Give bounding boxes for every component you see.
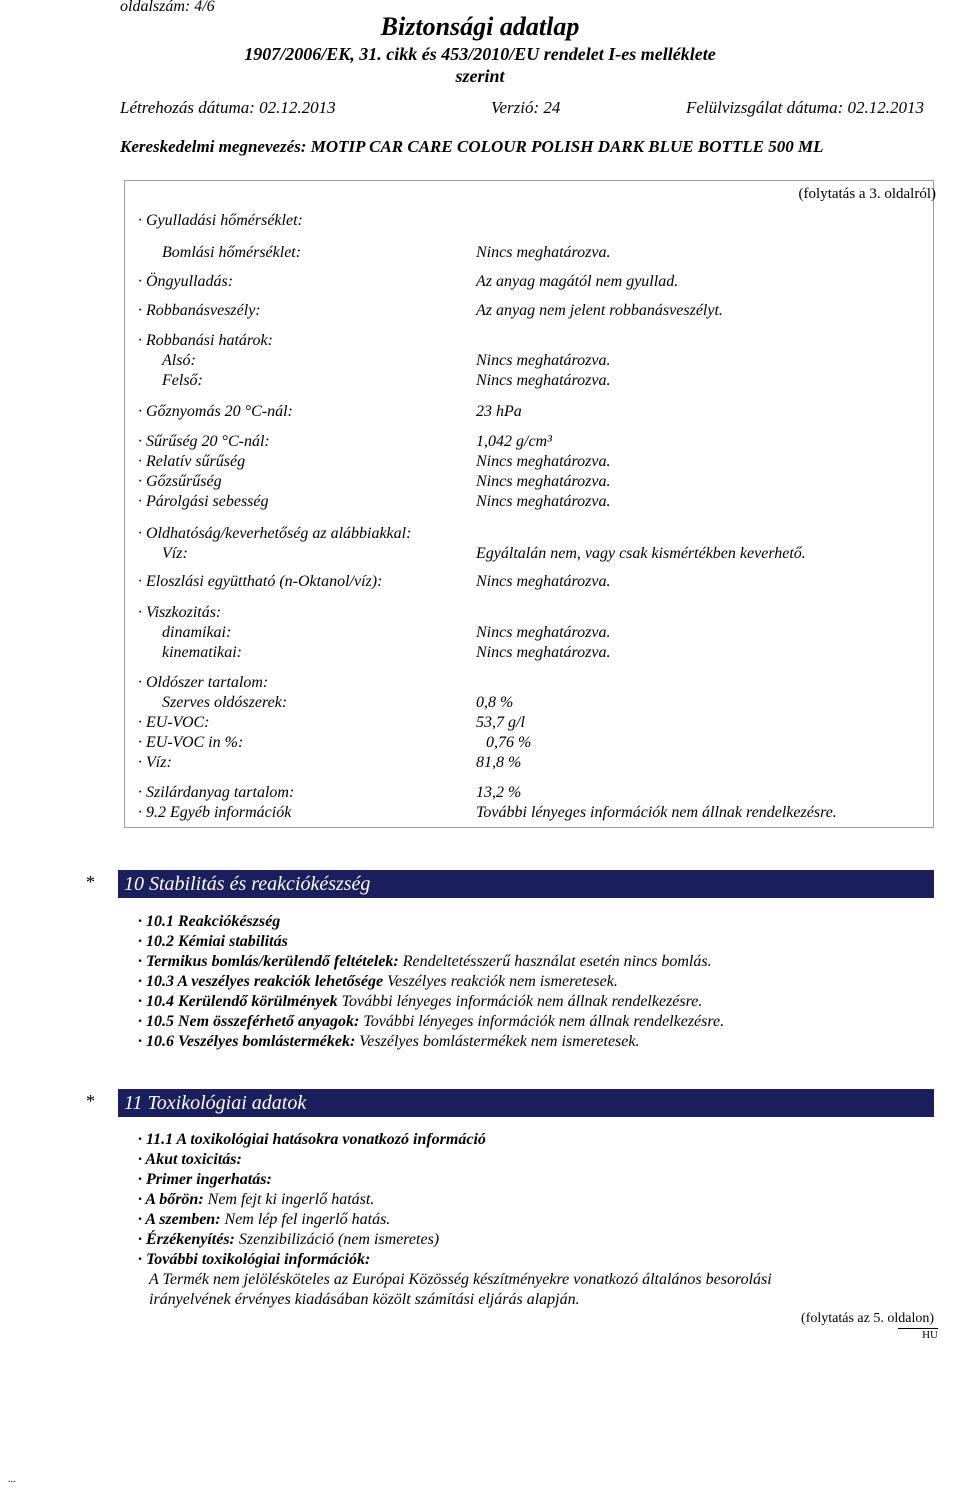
stability-line: · 10.2 Kémiai stabilitás (138, 933, 288, 950)
prop-row (138, 674, 928, 695)
partition-label: · Eloszlási együttható (n-Oktanol/víz): (138, 573, 383, 590)
lower-limit-value: Nincs meghatározva. (476, 352, 611, 369)
sensitisation-label: · Érzékenyítés: (138, 1231, 235, 1248)
reactivity-line: · 10.1 Reakciókészség (138, 913, 281, 930)
corner-mark: ... (8, 1474, 16, 1485)
avoid-value: További lényeges információk nem állnak rendelkezésre. (341, 993, 703, 1010)
prop-row (138, 372, 928, 393)
prop-row (138, 573, 928, 594)
eu-voc-pct-value: 0,76 % (486, 734, 532, 751)
kinematic-value: Nincs meghatározva. (476, 644, 611, 661)
section-11-heading: 11 Toxikológiai adatok (118, 1089, 934, 1117)
vapour-density-label: · Gőzsűrűség (138, 473, 222, 490)
version: Verzió: 24 (491, 98, 561, 117)
skin-line (138, 1191, 374, 1209)
vapour-density-value: Nincs meghatározva. (476, 473, 611, 490)
vapour-pressure-value: 23 hPa (476, 403, 522, 420)
solids-label: · Szilárdanyag tartalom: (138, 784, 295, 801)
prop-row (138, 273, 928, 294)
explosion-limits-label: · Robbanási határok: (138, 332, 273, 349)
explosion-value: Az anyag nem jelent robbanásveszélyt. (476, 302, 723, 319)
decomposition-products-label: · 10.6 Veszélyes bomlástermékek: (138, 1033, 356, 1050)
regulation-suffix: szerint (455, 66, 505, 86)
acute-line: · Akut toxicitás: (138, 1151, 242, 1168)
prop-row (138, 604, 928, 625)
more-tox-text: A Termék nem jelölésköteles az Európai Közösség készítményekre vonatkozó általános besorolási (149, 1271, 772, 1288)
document-title: Biztonsági adatlap (380, 12, 580, 41)
self-ignition-value: Az anyag magától nem gyullad. (476, 273, 679, 290)
relative-density-label: · Relatív sűrűség (138, 453, 246, 470)
water-value: Egyáltalán nem, vagy csak kismértékben keverhető. (476, 545, 806, 562)
language-code: HU (922, 1329, 938, 1341)
eye-label: · A szemben: (138, 1211, 221, 1228)
avoid-line (138, 993, 702, 1011)
created-date: Létrehozás dátuma: 02.12.2013 (120, 98, 336, 117)
prop-row (138, 784, 928, 805)
regulation-line: 1907/2006/EK, 31. cikk és 453/2010/EU rendelet I-es melléklete (244, 44, 716, 64)
ignition-label: · Gyulladási hőmérséklet: (138, 212, 303, 229)
prop-row (138, 525, 928, 546)
density-label: · Sűrűség 20 °C-nál: (138, 433, 270, 450)
water-content-label: · Víz: (138, 754, 172, 771)
prop-row (138, 332, 928, 353)
more-tox-text: irányelvének érvényes kiadásában közölt számítási eljárás alapján. (149, 1291, 580, 1308)
solids-value: 13,2 % (476, 784, 522, 801)
lower-limit-label: Alsó: (162, 352, 196, 369)
skin-value: Nem fejt ki ingerlő hatást. (207, 1191, 375, 1208)
eu-voc-label: · EU-VOC: (138, 714, 210, 731)
dynamic-label: dinamikai: (162, 624, 232, 641)
decomp-value: Nincs meghatározva. (476, 244, 611, 261)
prop-row (138, 302, 928, 323)
prop-row (138, 804, 928, 825)
partition-value: Nincs meghatározva. (476, 573, 611, 590)
hazardous-reactions-label: · 10.3 A veszélyes reakciók lehetősége (138, 973, 384, 990)
eu-voc-value: 53,7 g/l (476, 714, 525, 731)
continued-from: (folytatás a 3. oldalról) (798, 186, 936, 202)
organic-solvents-label: Szerves oldószerek: (162, 694, 288, 711)
decomposition-products-value: Veszélyes bomlástermékek nem ismeretesek. (359, 1033, 640, 1050)
vapour-pressure-label: · Gőznyomás 20 °C-nál: (138, 403, 293, 420)
prop-row (138, 352, 928, 373)
thermal-line (138, 953, 712, 971)
primary-line: · Primer ingerhatás: (138, 1171, 272, 1188)
prop-row (138, 545, 928, 566)
trade-name: Kereskedelmi megnevezés: MOTIP CAR CARE COLOUR POLISH DARK BLUE BOTTLE 500 ML (120, 137, 824, 156)
dynamic-value: Nincs meghatározva. (476, 624, 611, 641)
evaporation-label: · Párolgási sebesség (138, 493, 269, 510)
viscosity-label: · Viszkozitás: (138, 604, 222, 621)
revised-date: Felülvizsgálat dátuma: 02.12.2013 (686, 98, 924, 117)
self-ignition-label: · Öngyulladás: (138, 273, 234, 290)
decomp-label: Bomlási hőmérséklet: (162, 244, 302, 261)
incompatible-line (138, 1013, 724, 1031)
other-info-label: · 9.2 Egyéb információk (138, 804, 292, 821)
section-10-heading: 10 Stabilitás és reakciókészség (118, 870, 934, 898)
explosion-label: · Robbanásveszély: (138, 302, 261, 319)
water-content-value: 81,8 % (476, 754, 522, 771)
tox-info-line: · 11.1 A toxikológiai hatásokra vonatkozó információ (138, 1131, 486, 1148)
incompatible-value: További lényeges információk nem állnak rendelkezésre. (363, 1013, 725, 1030)
prop-row (138, 403, 928, 424)
evaporation-value: Nincs meghatározva. (476, 493, 611, 510)
thermal-value: Rendeltetésszerű használat esetén nincs bomlás. (402, 953, 712, 970)
prop-row (138, 212, 928, 233)
prop-row (138, 433, 928, 454)
prop-row (138, 244, 928, 265)
prop-row (138, 493, 928, 514)
thermal-label: · Termikus bomlás/kerülendő feltételek: (138, 953, 399, 970)
revision-star: * (86, 872, 95, 892)
eye-value: Nem lép fel ingerlő hatás. (224, 1211, 391, 1228)
other-info-value: További lényeges információk nem állnak rendelkezésre. (476, 804, 837, 821)
eye-line (138, 1211, 390, 1229)
sensitisation-line (138, 1231, 439, 1249)
sensitisation-value: Szenzibilizáció (nem ismeretes) (238, 1231, 440, 1248)
prop-row (138, 473, 928, 494)
prop-row (138, 644, 928, 665)
hazardous-reactions-value: Veszélyes reakciók nem ismeretesek. (387, 973, 618, 990)
incompatible-label: · 10.5 Nem összeférhető anyagok: (138, 1013, 360, 1030)
upper-limit-value: Nincs meghatározva. (476, 372, 611, 389)
prop-row (138, 694, 928, 715)
more-tox-label: · További toxikológiai információk: (138, 1251, 371, 1268)
prop-row (138, 714, 928, 735)
water-label: Víz: (162, 545, 188, 562)
prop-row (138, 734, 928, 755)
revision-star: * (86, 1091, 95, 1111)
prop-row (138, 754, 928, 775)
kinematic-label: kinematikai: (162, 644, 242, 661)
decomposition-products-line (138, 1033, 639, 1051)
prop-row (138, 624, 928, 645)
page-number: oldalszám: 4/6 (120, 0, 215, 15)
solvent-label: · Oldószer tartalom: (138, 674, 269, 691)
relative-density-value: Nincs meghatározva. (476, 453, 611, 470)
density-value: 1,042 g/cm³ (476, 433, 552, 450)
upper-limit-label: Felső: (162, 372, 203, 389)
hazardous-reactions-line (138, 973, 618, 991)
skin-label: · A bőrön: (138, 1191, 204, 1208)
prop-row (138, 453, 928, 474)
avoid-label: · 10.4 Kerülendő körülmények (138, 993, 338, 1010)
continued-to: (folytatás az 5. oldalon) (801, 1311, 934, 1326)
solubility-label: · Oldhatóság/keverhetőség az alábbiakkal: (138, 525, 412, 542)
eu-voc-pct-label: · EU-VOC in %: (138, 734, 244, 751)
organic-solvents-value: 0,8 % (476, 694, 514, 711)
